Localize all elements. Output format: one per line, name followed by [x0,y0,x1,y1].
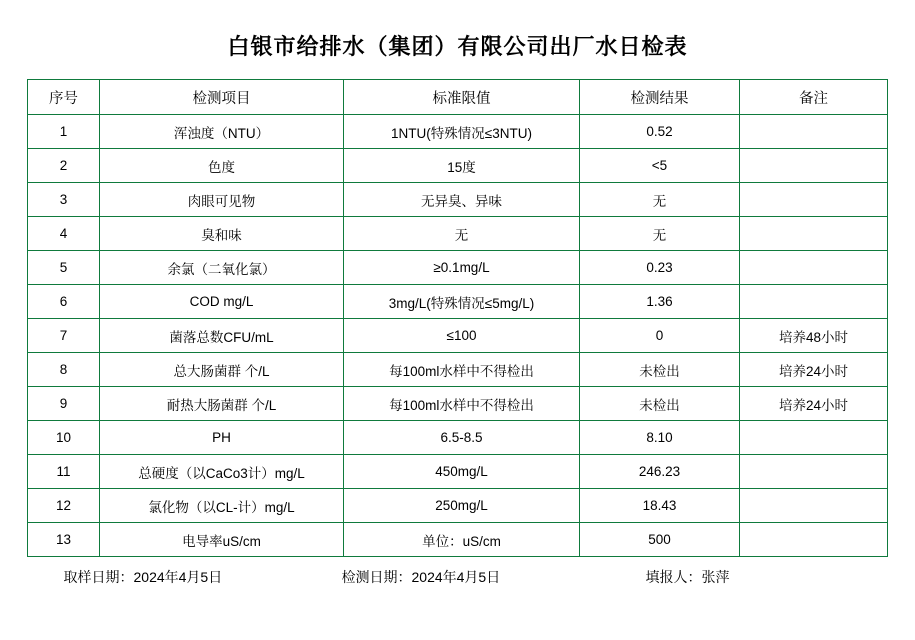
row-remark [740,455,888,489]
row-item: 总硬度（以CaCo3计）mg/L [100,455,344,489]
table-row [28,115,888,149]
row-remark [740,217,888,251]
row-limit: 450mg/L [344,455,580,489]
row-result: 500 [580,523,740,557]
row-remark [740,115,888,149]
table-row [28,455,888,489]
test-date: 检测日期：2024年4月5日 [341,569,501,585]
row-no: 12 [28,489,100,523]
row-no: 5 [28,251,100,285]
row-result: 无 [580,217,740,251]
row-item: PH [100,421,344,455]
row-item: 菌落总数CFU/mL [100,319,344,353]
water-quality-table [27,79,888,557]
row-remark [740,149,888,183]
row-item: 总大肠菌群 个/L [100,353,344,387]
row-result: 无 [580,183,740,217]
row-result: <5 [580,149,740,183]
row-item: 肉眼可见物 [100,183,344,217]
row-item: 氯化物（以CL-计）mg/L [100,489,344,523]
row-limit: 每100ml水样中不得检出 [344,353,580,387]
row-limit: 1NTU(特殊情况≤3NTU) [344,115,580,149]
row-limit: 单位：uS/cm [344,523,580,557]
table-row [28,421,888,455]
row-no: 7 [28,319,100,353]
row-result: 0.52 [580,115,740,149]
column-header-limit: 标准限值 [344,80,580,115]
row-limit: ≥0.1mg/L [344,251,580,285]
row-limit: 无异臭、异味 [344,183,580,217]
table-header-row [28,80,888,115]
table-row [28,183,888,217]
row-item: 耐热大肠菌群 个/L [100,387,344,421]
row-result: 8.10 [580,421,740,455]
row-result: 246.23 [580,455,740,489]
sample-date: 取样日期：2024年4月5日 [63,569,223,585]
row-no: 10 [28,421,100,455]
row-remark [740,285,888,319]
row-item: 电导率uS/cm [100,523,344,557]
page-title: 白银市给排水（集团）有限公司出厂水日检表 [227,34,688,59]
row-result: 0 [580,319,740,353]
column-header-item: 检测项目 [100,80,344,115]
table-row [28,217,888,251]
row-no: 6 [28,285,100,319]
table-row [28,285,888,319]
row-result: 未检出 [580,387,740,421]
row-limit: 250mg/L [344,489,580,523]
row-remark [740,489,888,523]
table-row [28,489,888,523]
row-item: 浑浊度（NTU） [100,115,344,149]
row-item: 色度 [100,149,344,183]
row-limit: 无 [344,217,580,251]
row-remark [740,183,888,217]
row-result: 18.43 [580,489,740,523]
row-item: COD mg/L [100,285,344,319]
table-row [28,251,888,285]
row-no: 13 [28,523,100,557]
row-result: 未检出 [580,353,740,387]
row-no: 11 [28,455,100,489]
row-limit: 15度 [344,149,580,183]
row-remark: 培养48小时 [740,319,888,353]
row-no: 1 [28,115,100,149]
table-row [28,319,888,353]
row-item: 臭和味 [100,217,344,251]
table-row [28,387,888,421]
row-remark [740,421,888,455]
row-no: 4 [28,217,100,251]
row-no: 8 [28,353,100,387]
table-row [28,523,888,557]
column-header-remark: 备注 [740,80,888,115]
row-no: 2 [28,149,100,183]
row-remark [740,251,888,285]
row-limit: 3mg/L(特殊情况≤5mg/L) [344,285,580,319]
report-page [0,30,915,640]
row-result: 1.36 [580,285,740,319]
row-remark: 培养24小时 [740,353,888,387]
footer-info [28,567,888,587]
row-limit: ≤100 [344,319,580,353]
filler-name: 填报人：张萍 [645,569,730,585]
row-remark: 培养24小时 [740,387,888,421]
table-row [28,149,888,183]
row-no: 3 [28,183,100,217]
row-remark [740,523,888,557]
row-limit: 6.5-8.5 [344,421,580,455]
row-result: 0.23 [580,251,740,285]
row-limit: 每100ml水样中不得检出 [344,387,580,421]
row-item: 余氯（二氧化氯） [100,251,344,285]
column-header-no: 序号 [28,80,100,115]
column-header-result: 检测结果 [580,80,740,115]
row-no: 9 [28,387,100,421]
table-row [28,353,888,387]
